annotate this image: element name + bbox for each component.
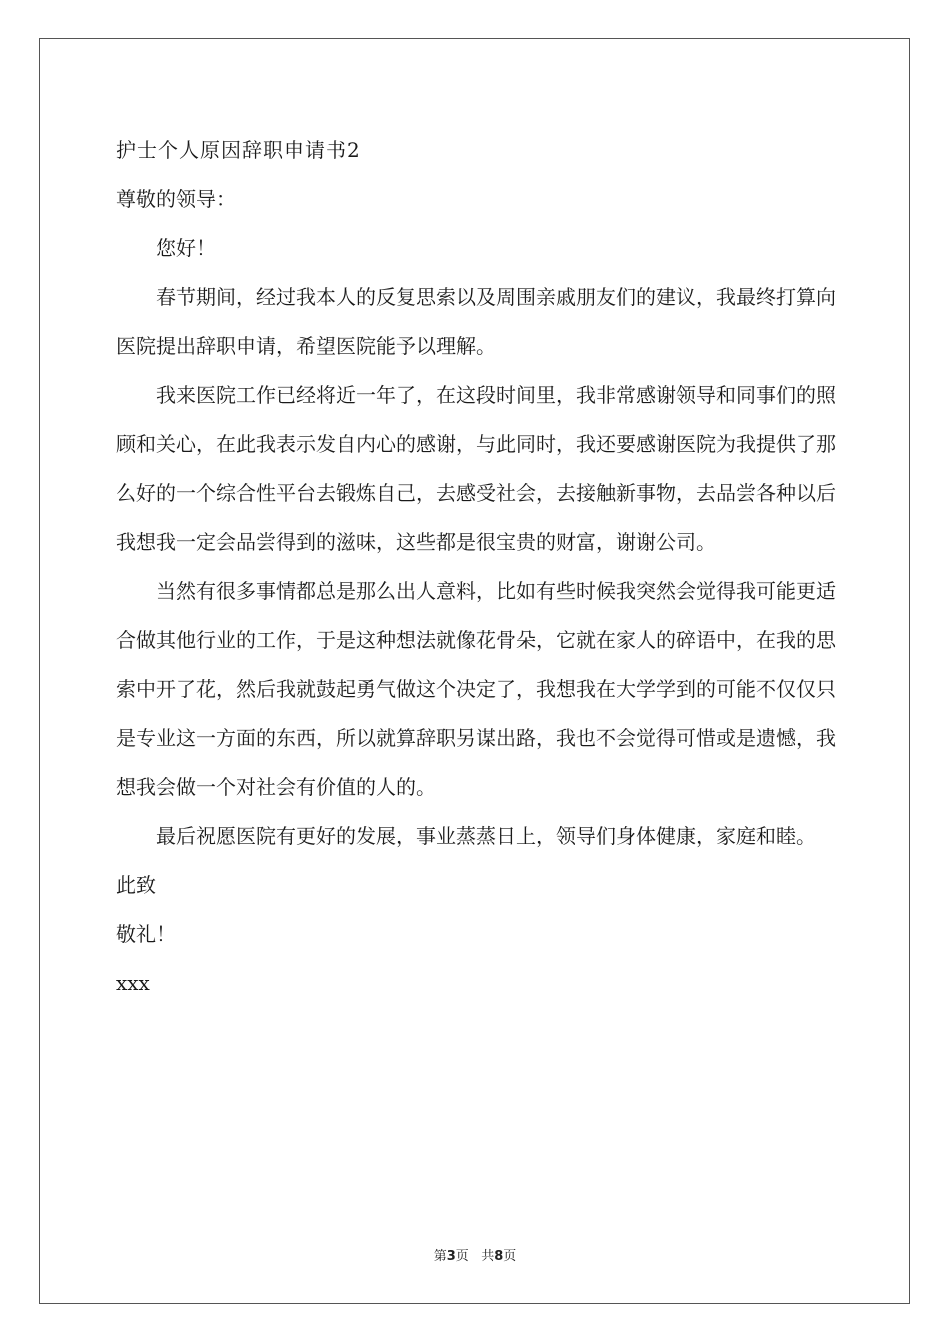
document-body	[116, 126, 836, 1008]
total-page-number: 8	[494, 1249, 504, 1264]
paragraph-1: 春节期间，经过我本人的反复思索以及周围亲戚朋友们的建议，我最终打算向医院提出辞职申请，希望医院能予以理解。	[116, 285, 836, 358]
paragraph-4: 最后祝愿医院有更好的发展，事业蒸蒸日上，领导们身体健康，家庭和睦。	[156, 824, 816, 848]
signature: xxx	[116, 971, 150, 995]
footer-total-suffix: 页	[503, 1249, 517, 1264]
paragraph-3: 当然有很多事情都总是那么出人意料，比如有些时候我突然会觉得我可能更适合做其他行业的工作，于是这种想法就像花骨朵，它就在家人的碎语中，在我的思索中开了花，然后我就鼓起勇气做这个决定了，我想我在大学学到的可能不仅仅只是专业这一方面的东西，所以就算辞职另谋出路，我也不会觉得可惜或是遗憾，我想我会做一个对社会有价值的人的。	[116, 579, 836, 799]
salutation: 尊敬的领导：	[116, 187, 236, 211]
footer-page-suffix: 页	[455, 1249, 469, 1264]
paragraph-2: 我来医院工作已经将近一年了，在这段时间里，我非常感谢领导和同事们的照顾和关心，在此我表示发自内心的感谢，与此同时，我还要感谢医院为我提供了那么好的一个综合性平台去锻炼自己，去感受社会，去接触新事物，去品尝各种以后我想我一定会品尝得到的滋味，这些都是很宝贵的财富，谢谢公司。	[116, 383, 836, 554]
page-footer	[0, 1245, 950, 1264]
current-page-number: 3	[446, 1249, 456, 1264]
closing-line-2: 敬礼！	[116, 922, 176, 946]
footer-prefix: 第	[433, 1249, 447, 1264]
greeting: 您好！	[156, 236, 216, 260]
document-title: 护士个人原因辞职申请书2	[116, 138, 361, 162]
footer-total-prefix: 共	[481, 1249, 495, 1264]
closing-line-1: 此致	[116, 873, 156, 897]
